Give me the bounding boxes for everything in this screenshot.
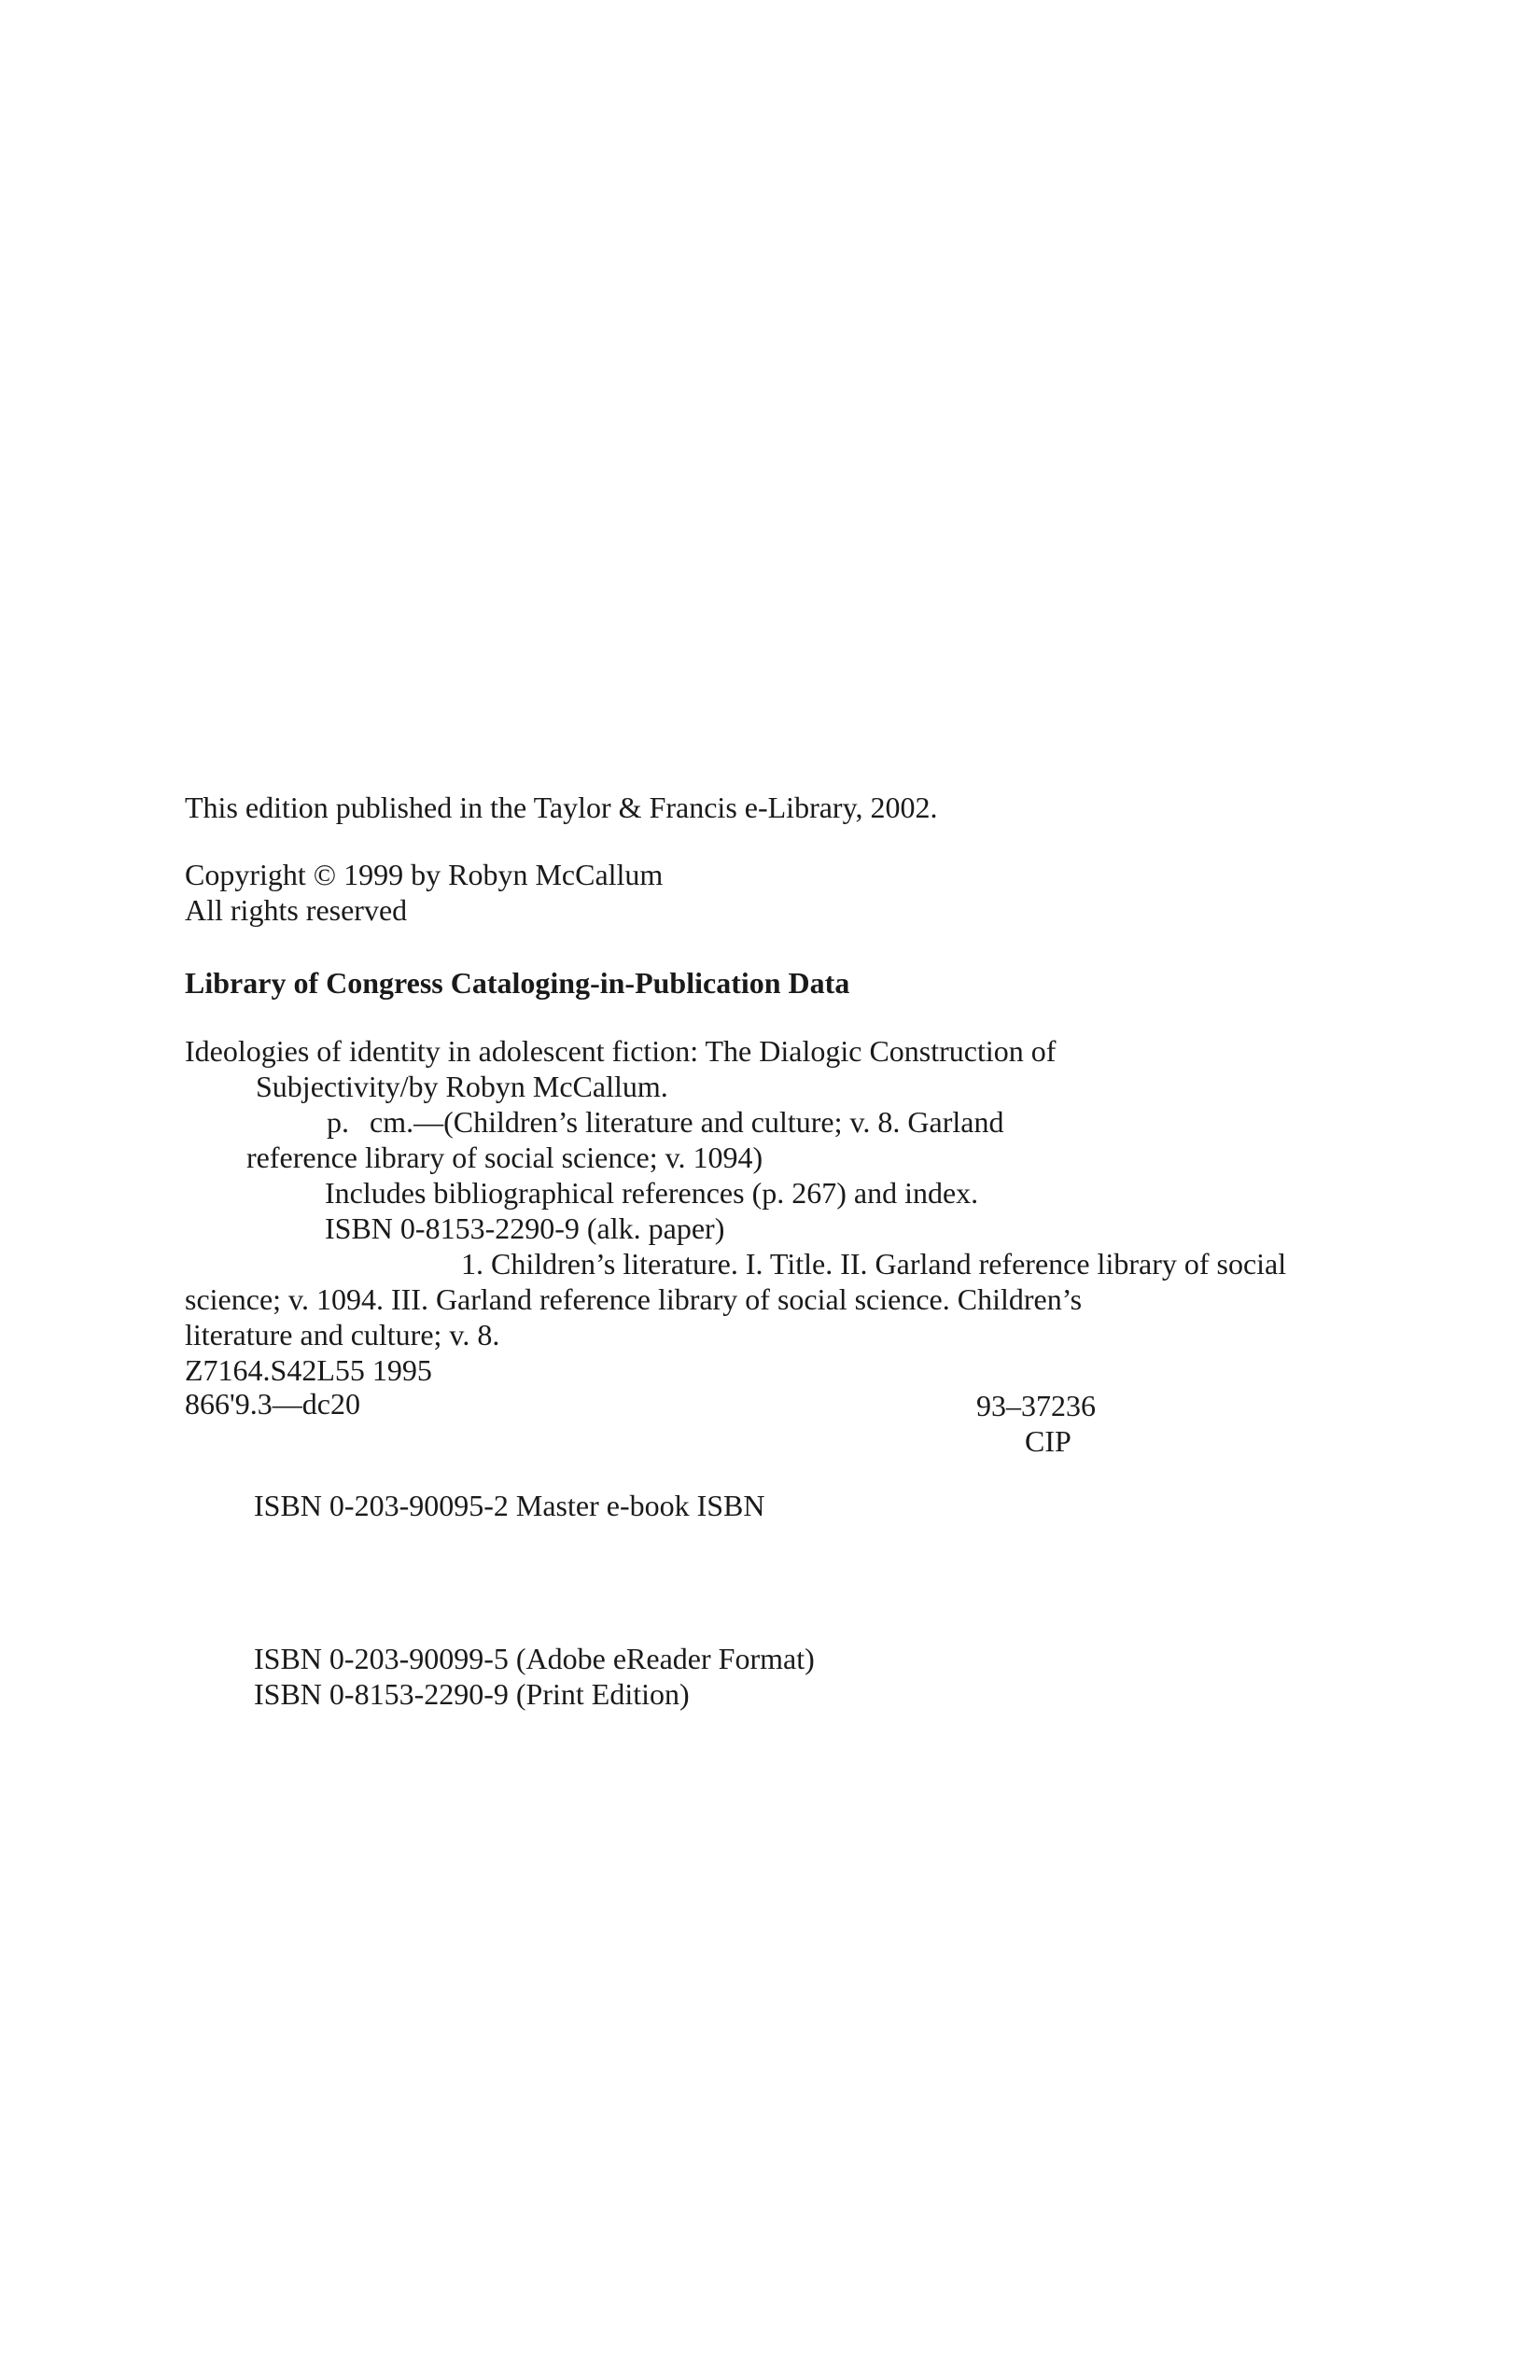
copyright-line: Copyright © 1999 by Robyn McCallum <box>185 858 664 891</box>
cip-isbn-paper: ISBN 0-8153-2290-9 (alk. paper) <box>325 1211 725 1245</box>
cip-title-line-2: Subjectivity/by Robyn McCallum. <box>256 1070 668 1103</box>
cip-series-line-1: cm.—(Children’s literature and culture; v. 8. Garland <box>370 1105 1004 1139</box>
cip-includes: Includes bibliographical references (p. 267) and index. <box>325 1176 979 1210</box>
cip-title-line-1: Ideologies of identity in adolescent fiction: The Dialogic Construction of <box>185 1034 1057 1068</box>
isbn-master: ISBN 0-203-90095-2 Master e-book ISBN <box>254 1489 765 1522</box>
cip-lccn: 93–37236 <box>976 1389 1096 1422</box>
cip-dewey: 866'9.3—dc20 <box>185 1387 360 1421</box>
isbn-adobe: ISBN 0-203-90099-5 (Adobe eReader Format) <box>254 1642 815 1675</box>
cip-series-line-2: reference library of social science; v. 1094) <box>246 1141 763 1174</box>
cip-label: CIP <box>1025 1424 1071 1458</box>
cip-subjects-line-3: literature and culture; v. 8. <box>185 1318 500 1351</box>
cip-p-label: p. <box>327 1105 349 1139</box>
cip-lc-class: Z7164.S42L55 1995 <box>185 1353 432 1387</box>
rights-line: All rights reserved <box>185 893 408 927</box>
edition-note: This edition published in the Taylor & Francis e-Library, 2002. <box>185 791 938 824</box>
cip-heading: Library of Congress Cataloging-in-Publication Data <box>185 966 850 1000</box>
cip-subjects-line-2: science; v. 1094. III. Garland reference library of social science. Children’s <box>185 1282 1083 1316</box>
isbn-print: ISBN 0-8153-2290-9 (Print Edition) <box>254 1677 690 1711</box>
cip-subjects-line-1: 1. Children’s literature. I. Title. II. Garland reference library of social <box>461 1247 1287 1281</box>
